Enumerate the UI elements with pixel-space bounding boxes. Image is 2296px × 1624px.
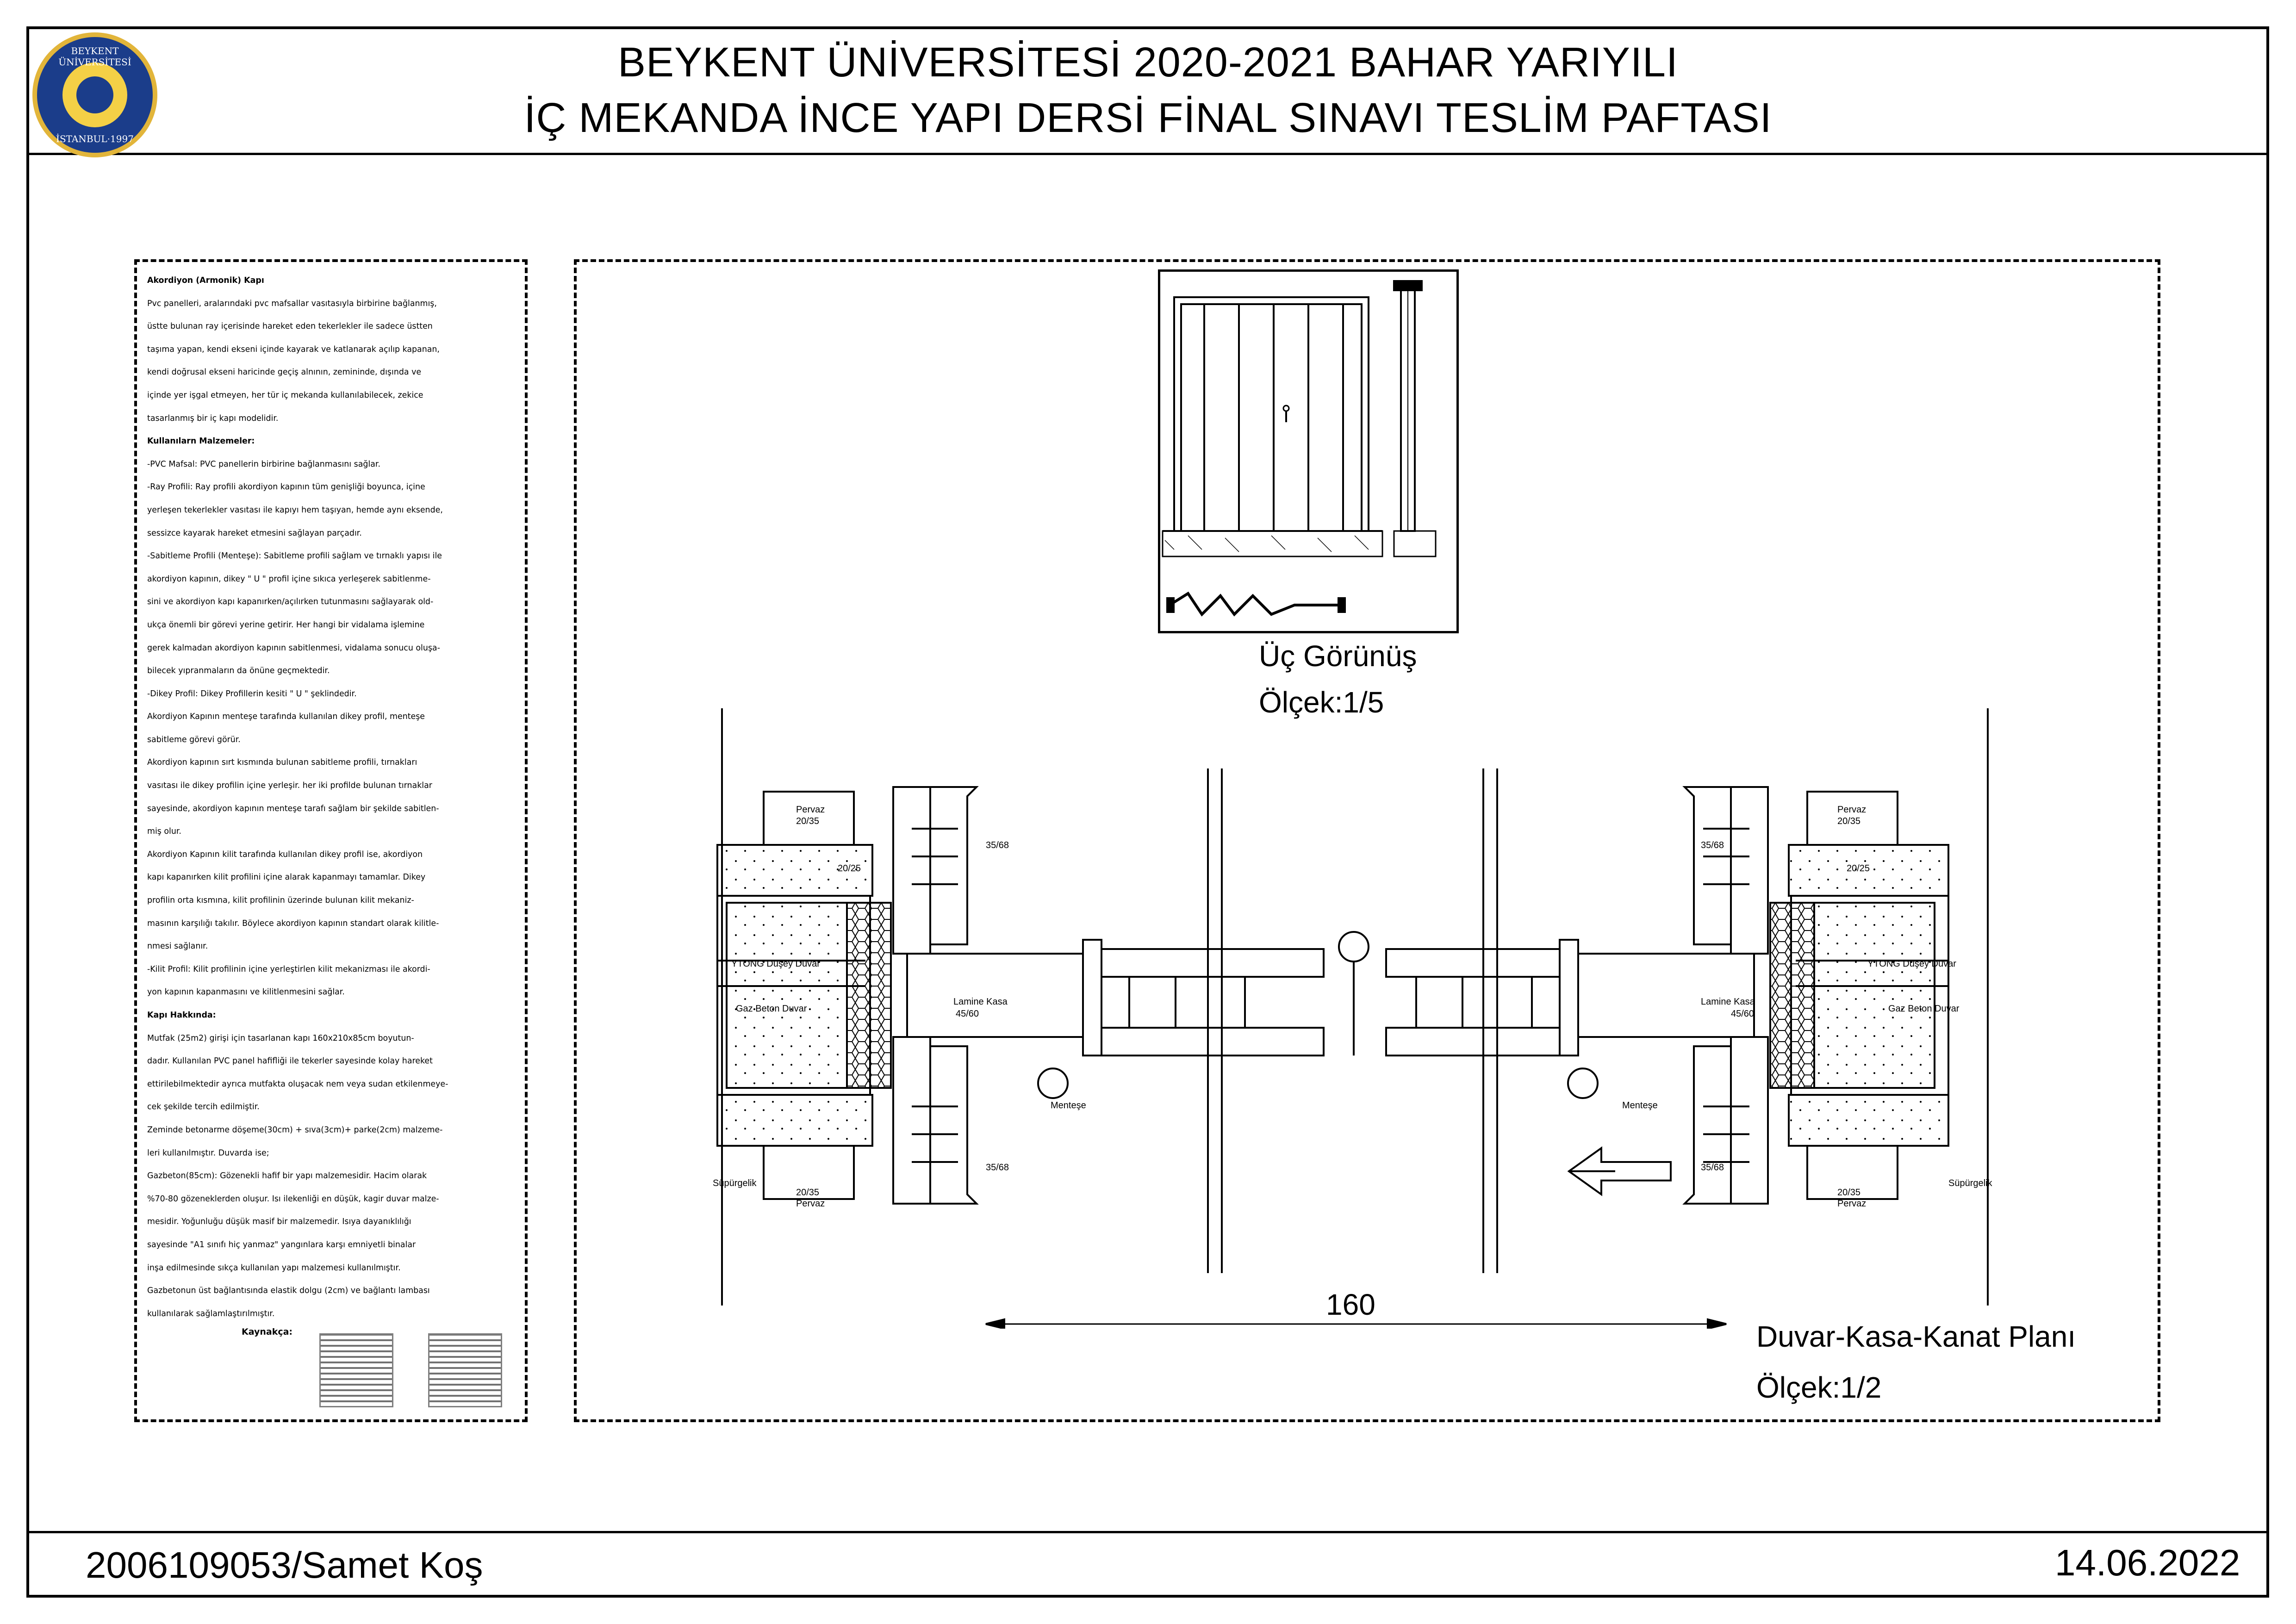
sheet-title-line1: BEYKENT ÜNİVERSİTESİ 2020-2021 BAHAR YARIYILI bbox=[618, 39, 1678, 86]
description-line: Kullanılarn Malzemeler: bbox=[147, 437, 255, 446]
label-pervaz-bl-dim: 20/35 bbox=[796, 1187, 820, 1198]
label-supurgelik-right: Süpürgelik bbox=[1948, 1178, 1992, 1188]
plan-scale: Ölçek:1/2 bbox=[1756, 1371, 1882, 1404]
qr-code-icon bbox=[428, 1333, 502, 1407]
label-pervaz-tl-dim: 20/35 bbox=[796, 816, 820, 826]
description-line: yerleşen tekerlekler vasıtası ile kapıyı hem taşıyan, hemde aynı eksende, bbox=[147, 505, 443, 515]
description-line: -Sabitleme Profili (Menteşe): Sabitleme profili sağlam ve tırnaklı yapısı ile bbox=[147, 551, 442, 561]
description-line: Akordiyon Kapının menteşe tarafında kullanılan dikey profil, menteşe bbox=[147, 712, 425, 722]
description-line: mesidir. Yoğunluğu düşük masif bir malzemedir. Isıya dayanıklılığı bbox=[147, 1217, 411, 1227]
label-gaz-left: Gaz Beton Duvar bbox=[736, 1004, 807, 1014]
description-line: kendi doğrusal ekseni haricinde geçiş alnının, zemininde, dışında ve bbox=[147, 368, 422, 377]
description-line: leri kullanılmıştır. Duvarda ise; bbox=[147, 1148, 269, 1158]
description-line: kullanılarak sağlamlaştırılmıştır. bbox=[147, 1309, 275, 1318]
footer-divider bbox=[26, 1531, 2269, 1533]
description-line: nmesi sağlanır. bbox=[147, 942, 208, 951]
description-line: Pvc panelleri, aralarındaki pvc mafsallar vasıtasıyla birbirine bağlanmış, bbox=[147, 299, 437, 308]
label-pervaz-bl: Pervaz bbox=[796, 1199, 825, 1209]
description-line: Gazbetonun üst bağlantısında elastik dolgu (2cm) ve bağlantı lambası bbox=[147, 1286, 430, 1296]
label-supurgelik-left: Süpürgelik bbox=[713, 1178, 757, 1188]
description-line: tasarlanmış bir iç kapı modelidir. bbox=[147, 413, 279, 423]
description-line: sayesinde, akordiyon kapının menteşe tarafı sağlam bir şekilde sabitlen- bbox=[147, 804, 439, 813]
label-lamine-right: Lamine Kasa bbox=[1701, 997, 1755, 1007]
label-2025-right: 20/25 bbox=[1847, 863, 1870, 874]
label-mentese-right: Menteşe bbox=[1622, 1100, 1658, 1111]
description-text bbox=[147, 269, 517, 1325]
plan-title: Duvar-Kasa-Kanat Planı bbox=[1756, 1320, 2076, 1353]
description-line: -Ray Profili: Ray profili akordiyon kapının tüm genişliği boyunca, içine bbox=[147, 482, 425, 492]
description-line: Akordiyon (Armonik) Kapı bbox=[147, 276, 264, 285]
label-gaz-right: Gaz Beton Duvar bbox=[1888, 1004, 1960, 1014]
description-line: Gazbeton(85cm): Gözenekli hafif bir yapı malzemesidir. Hacim olarak bbox=[147, 1171, 427, 1181]
description-line: profilin orta kısmına, kilit profilinin üzerinde bulunan kilit mekaniz- bbox=[147, 896, 414, 906]
source-label: Kaynakça: bbox=[242, 1327, 293, 1337]
description-line: içinde yer işgal etmeyen, her tür iç mekanda kullanılabilecek, zekice bbox=[147, 390, 423, 400]
view-title: Üç Görünüş bbox=[1259, 639, 1417, 673]
label-3568-tl: 35/68 bbox=[986, 840, 1009, 850]
wall-frame-leaf-plan bbox=[713, 708, 2009, 1329]
description-line: sayesinde "A1 sınıfı hiç yanmaz" yangınlara karşı emniyetli binalar bbox=[147, 1240, 416, 1249]
view-scale: Ölçek:1/5 bbox=[1259, 686, 1384, 719]
sheet-title-line2: İÇ MEKANDA İNCE YAPI DERSİ FİNAL SINAVI TESLİM PAFTASI bbox=[524, 95, 1772, 141]
description-line: miş olur. bbox=[147, 827, 181, 837]
description-line: Akordiyon kapının sırt kısmında bulunan sabitleme profili, tırnakları bbox=[147, 758, 417, 768]
label-3568-bl: 35/68 bbox=[986, 1162, 1009, 1173]
door-elevation-svg bbox=[1160, 272, 1456, 631]
label-3568-tr: 35/68 bbox=[1701, 840, 1724, 850]
description-line: gerek kalmadan akordiyon kapının sabitlenmesi, vidalama sonucu oluşa- bbox=[147, 643, 440, 653]
description-line: üstte bulunan ray içerisinde hareket eden tekerlekler ile sadece üstten bbox=[147, 322, 433, 331]
description-line: ettirilebilmektedir ayrıca mutfakta oluşacak nem veya sudan etkilenmeye- bbox=[147, 1079, 448, 1089]
label-lamine-left: Lamine Kasa bbox=[953, 997, 1008, 1007]
description-line: Akordiyon Kapının kilit tarafında kullanılan dikey profil ise, akordiyon bbox=[147, 849, 423, 859]
label-ytong-right: YTONG Düşey Duvar bbox=[1867, 959, 1956, 969]
label-ytong-left: YTONG Düşey Duvar bbox=[731, 959, 820, 969]
description-line: %70-80 gözeneklerden oluşur. Isı ilekenliği en düşük, kagir duvar malze- bbox=[147, 1194, 439, 1204]
label-pervaz-tl: Pervaz bbox=[796, 805, 825, 815]
qr-code-icon bbox=[319, 1333, 393, 1407]
label-pervaz-br-dim: 20/35 bbox=[1837, 1187, 1861, 1198]
description-line: yon kapının kapanmasını ve kilitlenmesini sağlar. bbox=[147, 987, 345, 997]
submission-date: 14.06.2022 bbox=[2055, 1542, 2240, 1583]
label-pervaz-tr: Pervaz bbox=[1837, 805, 1867, 815]
description-line: taşıma yapan, kendi ekseni içinde kayarak ve katlanarak açılıp kapanan, bbox=[147, 344, 440, 354]
description-line: cek şekilde tercih edilmiştir. bbox=[147, 1102, 260, 1112]
dimension-160: 160 bbox=[1326, 1288, 1375, 1321]
description-line: sini ve akordiyon kapı kapanırken/açılırken tutunmasını sağlayarak old- bbox=[147, 597, 434, 607]
description-line: bilecek yıpranmaların da önüne geçmektedir. bbox=[147, 666, 330, 676]
description-line: -PVC Mafsal: PVC panellerin birbirine bağlanmasını sağlar. bbox=[147, 459, 380, 469]
description-line: inşa edilmesinde sıkça kullanılan yapı malzemesi kullanılmıştır. bbox=[147, 1263, 401, 1273]
description-line: -Dikey Profil: Dikey Profillerin kesiti " U " şeklindedir. bbox=[147, 689, 357, 699]
label-3568-br: 35/68 bbox=[1701, 1162, 1724, 1173]
description-line: Zeminde betonarme döşeme(30cm) + sıva(3cm)+ parke(2cm) malzeme- bbox=[147, 1125, 443, 1135]
seal-top-text: BEYKENT ÜNİVERSİTESİ bbox=[58, 45, 131, 68]
label-2025-left: 20/25 bbox=[838, 863, 861, 874]
seal-center bbox=[76, 76, 113, 113]
label-lamine-right-dim: 45/60 bbox=[1731, 1009, 1755, 1019]
student-info: 2006109053/Samet Koş bbox=[86, 1544, 483, 1586]
label-mentese-left: Menteşe bbox=[1051, 1100, 1086, 1111]
description-line: masının karşılığı takılır. Böylece akordiyon kapının standart olarak kilitle- bbox=[147, 918, 439, 928]
description-line: Mutfak (25m2) girişi için tasarlanan kapı 160x210x85cm boyutun- bbox=[147, 1033, 414, 1043]
label-lamine-left-dim: 45/60 bbox=[956, 1009, 979, 1019]
description-line: kapı kapanırken kilit profilini içine alarak kapanmayı tamamlar. Dikey bbox=[147, 873, 426, 882]
description-line: ukça önemli bir görevi yerine getirir. Her hangi bir vidalama işlemine bbox=[147, 620, 425, 630]
description-line: akordiyon kapının, dikey " U " profil içine sıkıca yerleşerek sabitlenme- bbox=[147, 574, 431, 584]
description-line: sessizce kayarak hareket etmesini sağlayan parçadır. bbox=[147, 528, 362, 538]
three-views-drawing bbox=[1158, 269, 1459, 633]
description-line: dadır. Kullanılan PVC panel hafifliği ile tekerler sayesinde kolay hareket bbox=[147, 1056, 433, 1066]
description-line: vasıtası ile dikey profilin içine yerleşir. her iki profilde bulunan tırnaklar bbox=[147, 781, 432, 791]
seal-bottom-text: İSTANBUL·1997 bbox=[56, 133, 134, 144]
header-divider bbox=[26, 153, 2269, 155]
description-line: Kapı Hakkında: bbox=[147, 1011, 216, 1020]
label-pervaz-tr-dim: 20/35 bbox=[1837, 816, 1861, 826]
description-line: sabitleme görevi görür. bbox=[147, 735, 241, 744]
description-line: -Kilit Profil: Kilit profilinin içine yerleştirlen kilit mekanizması ile akordi- bbox=[147, 964, 430, 974]
label-pervaz-br: Pervaz bbox=[1837, 1199, 1867, 1209]
